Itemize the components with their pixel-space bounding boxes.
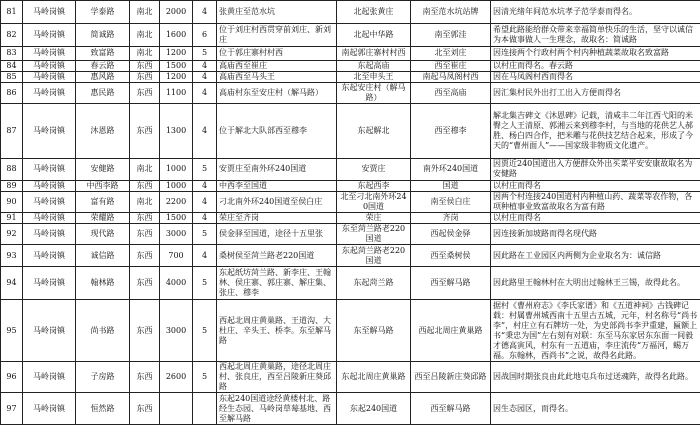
table-row — [1, 1, 700, 24]
length-cell: 1000 — [160, 159, 193, 180]
road-name-cell: 诚信路 — [76, 245, 130, 266]
name-origin-cell: 因此路里王翰林村在大明出过翰林王三锡，故得此名。 — [491, 266, 700, 299]
road-name-cell: 子房路 — [76, 362, 130, 393]
name-origin-cell: 以村庄而得名 — [491, 180, 700, 191]
direction-cell: 东西 — [130, 393, 160, 425]
table-row — [1, 362, 700, 393]
range-cell: 张黄庄至范水坑 — [217, 1, 337, 24]
range-cell: 西起北周庄黄巢路、王道沟、大杜庄、辛头王、桥李。东至解马路 — [217, 300, 337, 362]
row-number: 88 — [1, 159, 23, 180]
direction-cell: 东西 — [130, 180, 160, 191]
end-point-cell: 西至高庙 — [411, 83, 491, 104]
width-cell: 4 — [193, 245, 217, 266]
end-point-cell: 南起马凤阁村西 — [411, 71, 491, 82]
table-row — [1, 24, 700, 46]
start-point-cell: 东起240国道 — [337, 393, 411, 425]
width-cell: 6 — [193, 24, 217, 46]
range-cell: 桑树侯至菏兰路老220国道 — [217, 245, 337, 266]
width-cell: 5 — [193, 46, 217, 60]
start-point-cell: 安贾庄 — [337, 159, 411, 180]
town-cell: 马岭岗镇 — [23, 191, 76, 212]
road-name-cell: 简诚路 — [76, 24, 130, 46]
road-name-cell: 学泰路 — [76, 1, 130, 24]
end-point-cell: 南至范水坑站牌 — [411, 1, 491, 24]
end-point-cell: 南至郭洼 — [411, 24, 491, 46]
row-number: 91 — [1, 212, 23, 223]
direction-cell: 东西 — [130, 224, 160, 245]
road-name-cell: 中西李路 — [76, 180, 130, 191]
town-cell: 马岭岗镇 — [23, 266, 76, 299]
end-point-cell: 西至解马路 — [411, 266, 491, 299]
row-number: 81 — [1, 1, 23, 24]
length-cell: 1100 — [160, 83, 193, 104]
end-point-cell: 国道 — [411, 180, 491, 191]
length-cell: 1200 — [160, 46, 193, 60]
name-origin-cell: 据村《曹州府志》《李氏家谱》和《五道神祠》古钱碑记载：村属曹州城西南十五里古五城，元年，村名称号“尚书李”，村庄立有石牌坊一处，为史部尚书李尹重建，匾额上书“秉忠为国”左右刻有对联：东至马东家居东东面一间毅才德高寅风，村东有一五道庙，李庄流传“万福河，蜴万福。东翰林，西尚书”之说，故得名此路。 — [491, 300, 700, 362]
table-row — [1, 393, 700, 425]
row-number: 89 — [1, 180, 23, 191]
name-origin-cell: 因连接新加坡路而得名现代路 — [491, 224, 700, 245]
length-cell: 1600 — [160, 24, 193, 46]
length-cell: 2200 — [160, 191, 193, 212]
length-cell: 2600 — [160, 362, 193, 393]
row-number: 92 — [1, 224, 23, 245]
end-point-cell: 西至穆李 — [411, 104, 491, 159]
table-row — [1, 245, 700, 266]
direction-cell: 南北 — [130, 46, 160, 60]
width-cell: 4 — [193, 83, 217, 104]
end-point-cell: 西至崔庄 — [411, 60, 491, 71]
town-cell: 马岭岗镇 — [23, 83, 76, 104]
width-cell: 4 — [193, 180, 217, 191]
table-row — [1, 83, 700, 104]
direction-cell: 南北 — [130, 191, 160, 212]
road-name-cell: 翰林路 — [76, 266, 130, 299]
table-row — [1, 300, 700, 362]
road-name-cell: 恒然路 — [76, 393, 130, 425]
range-cell: 东起纸坊菏兰路、新李庄、王翰林、侯庄寨、郭庄寨、解庄集、张庄、穆李 — [217, 266, 337, 299]
town-cell: 马岭岗镇 — [23, 60, 76, 71]
road-name-cell: 惠风路 — [76, 71, 130, 82]
width-cell: 4 — [193, 1, 217, 24]
table-row — [1, 266, 700, 299]
start-point-cell: 南起郭庄寨村村西 — [337, 46, 411, 60]
name-origin-cell: 以村庄而得名。春云路 — [491, 60, 700, 71]
start-point-cell: 东起西李 — [337, 180, 411, 191]
end-point-cell: 西起侯金驿 — [411, 224, 491, 245]
start-point-cell: 荣庄 — [337, 212, 411, 223]
road-name-cell: 现代路 — [76, 224, 130, 245]
name-origin-cell: 因贾近240国道出入方便群众外出买菜平安安康故取名为安健路 — [491, 159, 700, 180]
length-cell: 700 — [160, 245, 193, 266]
range-cell: 侯金驿至国道，途径十五里张 — [217, 224, 337, 245]
start-point-cell: 东起高庙 — [337, 60, 411, 71]
table-row — [1, 46, 700, 60]
direction-cell: 东西 — [130, 212, 160, 223]
name-origin-cell: 因生态园区，而得名。 — [491, 393, 700, 425]
table-row — [1, 191, 700, 212]
start-point-cell: 北至刁北南外环240国道 — [337, 191, 411, 212]
length-cell: 1200 — [160, 71, 193, 82]
end-point-cell: 西至解马路 — [411, 393, 491, 425]
row-number: 96 — [1, 362, 23, 393]
row-number: 84 — [1, 60, 23, 71]
end-point-cell: 齐岗 — [411, 212, 491, 223]
width-cell: 5 — [193, 266, 217, 299]
table-row — [1, 212, 700, 223]
start-point-cell: 东起安庄村（解马路） — [337, 83, 411, 104]
range-cell: 西起北周庄黄巢路，途径北周庄村、张良庄，西至吕陵新庄葵邱路 — [217, 362, 337, 393]
table-row — [1, 71, 700, 82]
road-name-cell: 惠民路 — [76, 83, 130, 104]
name-origin-cell: 因连接两个行政村两个村内种植蔬菜故取名致富路 — [491, 46, 700, 60]
width-cell: 4 — [193, 104, 217, 159]
town-cell: 马岭岗镇 — [23, 1, 76, 24]
road-name-cell: 致富路 — [76, 46, 130, 60]
start-point-cell: 北至申头王 — [337, 71, 411, 82]
table-row — [1, 180, 700, 191]
direction-cell: 东西 — [130, 71, 160, 82]
row-number: 82 — [1, 24, 23, 46]
end-point-cell: 北至刘庄 — [411, 46, 491, 60]
end-point-cell: 南外环240国道 — [411, 159, 491, 180]
range-cell: 位于解北大队部西至穆李 — [217, 104, 337, 159]
name-origin-cell: 因此路在工业园区内两侧为企业取名为：诚信路 — [491, 245, 700, 266]
range-cell: 位于郭庄寨村村西 — [217, 46, 337, 60]
row-number: 83 — [1, 46, 23, 60]
table-row — [1, 224, 700, 245]
range-cell: 高庙村东至安庄村（解马路） — [217, 83, 337, 104]
end-point-cell: 西至吕陵新庄葵邱路 — [411, 362, 491, 393]
width-cell: 4 — [193, 212, 217, 223]
range-cell: 高庙西至崔庄 — [217, 60, 337, 71]
start-point-cell: 东起北周庄黄巢路 — [337, 362, 411, 393]
range-cell: 位于刘庄村西贯穿前刘庄、新刘庄 — [217, 24, 337, 46]
range-cell: 中西李至国道 — [217, 180, 337, 191]
width-cell: 5 — [193, 362, 217, 393]
row-number: 86 — [1, 83, 23, 104]
width-cell: 5 — [193, 300, 217, 362]
town-cell: 马岭岗镇 — [23, 46, 76, 60]
road-name-cell: 富有路 — [76, 191, 130, 212]
name-origin-cell: 因汇集村民外出打工出入方便而得名 — [491, 83, 700, 104]
length-cell — [160, 393, 193, 425]
start-point-cell: 东起菏兰路老220国道 — [337, 245, 411, 266]
width-cell: 4 — [193, 60, 217, 71]
row-number: 93 — [1, 245, 23, 266]
start-point-cell: 北起中华路 — [337, 24, 411, 46]
length-cell: 1300 — [160, 104, 193, 159]
row-number: 97 — [1, 393, 23, 425]
length-cell: 3000 — [160, 300, 193, 362]
town-cell: 马岭岗镇 — [23, 159, 76, 180]
direction-cell: 南北 — [130, 24, 160, 46]
end-point-cell: 南至侯白庄 — [411, 191, 491, 212]
row-number: 94 — [1, 266, 23, 299]
name-origin-cell: 希望此路能给群众带来幸福简单快乐的生活，坚守以诚信为本做事做人一生理念，故取名：简诚路 — [491, 24, 700, 46]
width-cell: 5 — [193, 159, 217, 180]
length-cell: 4000 — [160, 266, 193, 299]
length-cell: 2000 — [160, 1, 193, 24]
table-row — [1, 104, 700, 159]
table-row — [1, 159, 700, 180]
end-point-cell: 西起北周庄黄巢路 — [411, 300, 491, 362]
range-cell: 高庙西至马头王 — [217, 71, 337, 82]
row-number: 90 — [1, 191, 23, 212]
road-name-cell: 沐恩路 — [76, 104, 130, 159]
name-origin-cell: 解北集吉碑文《沐恩碑》记载，清咸丰二年江西弋阳的米臀之人王清原、郭湘云来到穆李村，与当地的花供艺人郝胜、杨白四合作，把米雕与花供技艺结合起来，形成了今天的“曹州面人”——国家级非物质文化遗产。 — [491, 104, 700, 159]
start-point-cell: 东起菏兰路 — [337, 266, 411, 299]
start-point-cell: 北起张黄庄 — [337, 1, 411, 24]
road-name-cell: 安健路 — [76, 159, 130, 180]
town-cell: 马岭岗镇 — [23, 393, 76, 425]
name-origin-cell: 以村庄而得名 — [491, 212, 700, 223]
direction-cell: 东西 — [130, 266, 160, 299]
start-point-cell: 东至菏兰路老220国道 — [337, 224, 411, 245]
town-cell: 马岭岗镇 — [23, 212, 76, 223]
width-cell: 4 — [193, 191, 217, 212]
width-cell: 5 — [193, 224, 217, 245]
row-number: 95 — [1, 300, 23, 362]
length-cell: 1500 — [160, 60, 193, 71]
end-point-cell: 西至桑树侯 — [411, 245, 491, 266]
range-cell: 刁北南外环240国道至侯白庄 — [217, 191, 337, 212]
town-cell: 马岭岗镇 — [23, 300, 76, 362]
range-cell: 东起240国道途经黄楼村北、路经生态园、马岭岗草莓基地、西至解马路 — [217, 393, 337, 425]
town-cell: 马岭岗镇 — [23, 224, 76, 245]
road-name-cell: 春云路 — [76, 60, 130, 71]
length-cell: 1000 — [160, 180, 193, 191]
table-row — [1, 60, 700, 71]
direction-cell: 南北 — [130, 1, 160, 24]
town-cell: 马岭岗镇 — [23, 104, 76, 159]
range-cell: 安贾庄至南外环240国道 — [217, 159, 337, 180]
length-cell: 1500 — [160, 212, 193, 223]
name-origin-cell: 因两个村连接240国道村内种植山药、蔬菜等农作物，各项种植事业致富故取名为富有路 — [491, 191, 700, 212]
width-cell — [193, 393, 217, 425]
width-cell: 4 — [193, 71, 217, 82]
name-origin-cell: 因在马凤阁村西而得名 — [491, 71, 700, 82]
direction-cell: 东西 — [130, 83, 160, 104]
town-cell: 马岭岗镇 — [23, 24, 76, 46]
direction-cell: 东西 — [130, 104, 160, 159]
name-origin-cell: 因战国时期张良由此此地屯兵布过送魂阵，故得名此路。 — [491, 362, 700, 393]
direction-cell: 南北 — [130, 159, 160, 180]
town-cell: 马岭岗镇 — [23, 245, 76, 266]
town-cell: 马岭岗镇 — [23, 362, 76, 393]
road-name-cell: 荣耀路 — [76, 212, 130, 223]
start-point-cell: 东至解马路 — [337, 300, 411, 362]
direction-cell: 东西 — [130, 245, 160, 266]
town-cell: 马岭岗镇 — [23, 71, 76, 82]
range-cell: 荣庄至齐岗 — [217, 212, 337, 223]
road-name-cell: 尚书路 — [76, 300, 130, 362]
row-number: 87 — [1, 104, 23, 159]
town-cell: 马岭岗镇 — [23, 180, 76, 191]
direction-cell: 东西 — [130, 362, 160, 393]
length-cell: 3000 — [160, 224, 193, 245]
direction-cell: 东西 — [130, 60, 160, 71]
start-point-cell: 东起解北 — [337, 104, 411, 159]
row-number: 85 — [1, 71, 23, 82]
name-origin-cell: 因清光绪年间范水坑孝子范学泰而得名。 — [491, 1, 700, 24]
direction-cell: 东西 — [130, 300, 160, 362]
